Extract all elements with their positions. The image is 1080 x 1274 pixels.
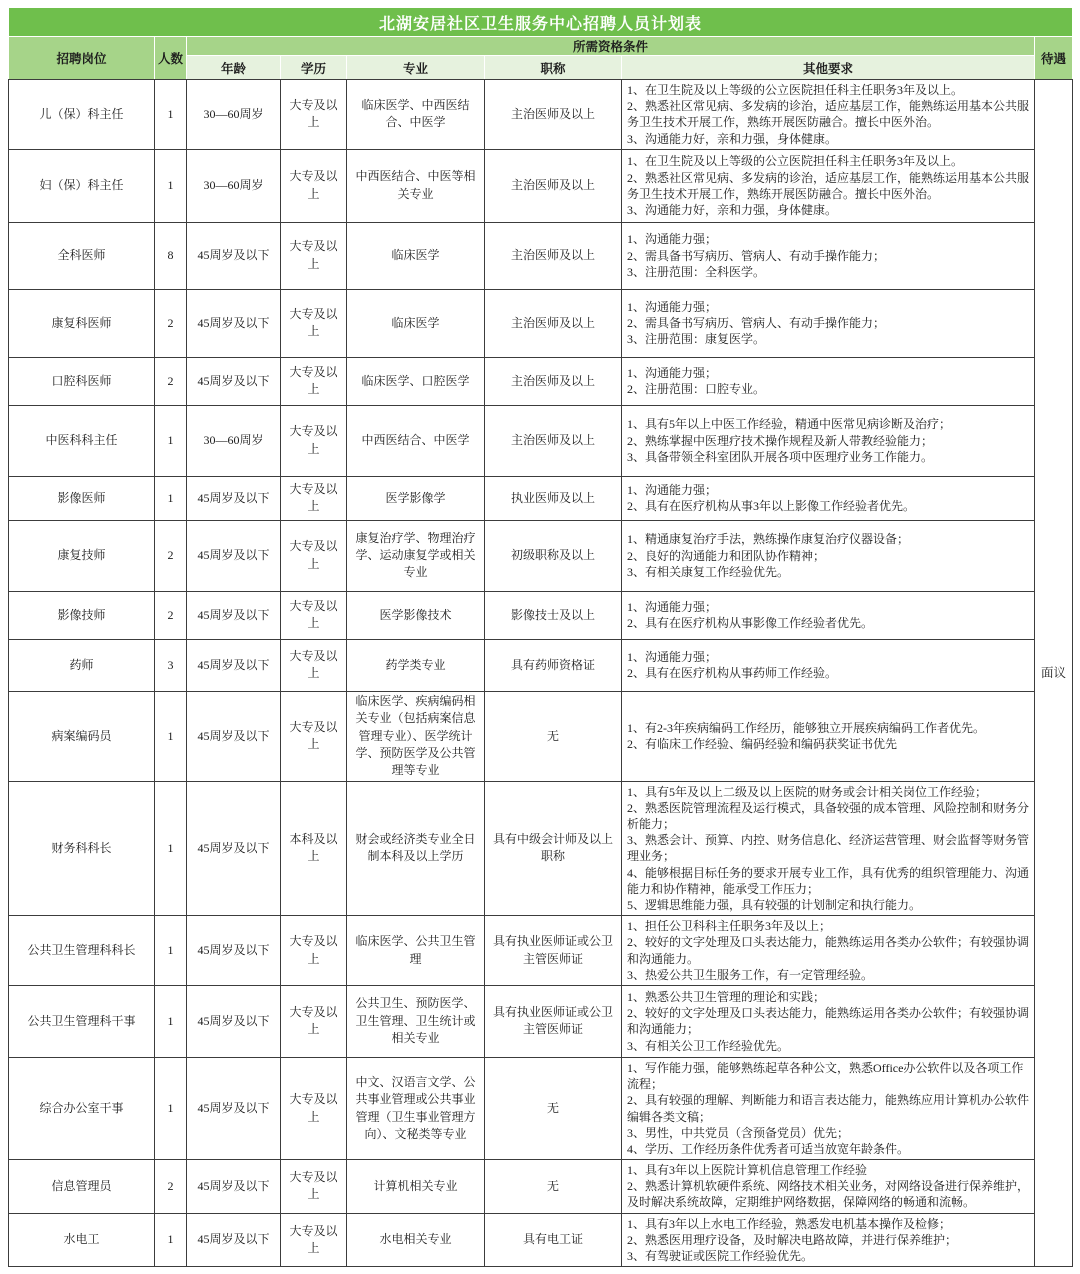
count-cell: 3: [155, 639, 187, 691]
requirement-item: 2、较好的文字处理及口头表达能力，能熟练运用各类办公软件；有较强协调和沟通能力。: [627, 935, 1030, 966]
job-title-cell: 具有执业医师证或公卫主管医师证: [485, 985, 622, 1057]
education-cell: 大专及以上: [281, 916, 347, 986]
major-cell: 计算机相关专业: [347, 1160, 485, 1214]
table-row: [9, 520, 1073, 591]
requirement-list: [627, 153, 1029, 218]
position-cell: 水电工: [9, 1213, 155, 1267]
table-title: 北湖安居社区卫生服务中心招聘人员计划表: [9, 8, 1073, 37]
table-row: [9, 591, 1073, 639]
requirement-item: 3、有驾驶证或医院工作经验优先。: [627, 1249, 814, 1264]
other-requirements-cell: [622, 1213, 1035, 1267]
requirement-item: 1、具有3年以上水电工作经验，熟悉发电机基本操作及检修；: [627, 1216, 952, 1231]
requirement-item: 2、熟练掌握中医理疗技术操作规程及新人带教经验能力；: [627, 433, 934, 448]
other-requirements-cell: [622, 691, 1035, 781]
job-title-cell: 主治医师及以上: [485, 80, 622, 150]
table-row: [9, 1160, 1073, 1214]
requirement-list: [627, 1162, 1029, 1211]
count-cell: 2: [155, 1160, 187, 1214]
requirement-list: [627, 482, 1029, 514]
requirement-list: [627, 599, 1029, 631]
other-requirements-cell: [622, 985, 1035, 1057]
table-body: [9, 80, 1073, 1267]
requirement-list: [627, 720, 1029, 752]
age-cell: 45周岁及以下: [187, 781, 281, 916]
column-header-age: 年龄: [187, 56, 281, 80]
age-cell: 45周岁及以下: [187, 1160, 281, 1214]
education-cell: 大专及以上: [281, 520, 347, 591]
requirement-item: 3、注册范围：康复医学。: [627, 332, 766, 347]
column-header-qualifications: 所需资格条件: [187, 37, 1035, 56]
age-cell: 45周岁及以下: [187, 639, 281, 691]
requirement-item: 2、具有在医疗机构从事影像工作经验者优先。: [627, 616, 874, 631]
position-cell: 全科医师: [9, 222, 155, 289]
education-cell: 大专及以上: [281, 1057, 347, 1159]
requirement-item: 1、具有5年及以上二级及以上医院的财务或会计相关岗位工作经验；: [627, 784, 988, 799]
education-cell: 大专及以上: [281, 80, 347, 150]
requirement-list: [627, 989, 1029, 1054]
count-cell: 1: [155, 80, 187, 150]
major-cell: 临床医学、口腔医学: [347, 357, 485, 405]
education-cell: 大专及以上: [281, 289, 347, 357]
job-title-cell: 主治医师及以上: [485, 289, 622, 357]
other-requirements-cell: [622, 1057, 1035, 1159]
requirement-list: [627, 82, 1029, 147]
other-requirements-cell: [622, 289, 1035, 357]
other-requirements-cell: [622, 357, 1035, 405]
requirement-item: 2、具有较强的理解、判断能力和语言表达能力，能熟练应用计算机办公软件编辑各类文稿；: [627, 1093, 1030, 1124]
education-cell: 大专及以上: [281, 639, 347, 691]
requirement-item: 3、具备带领全科室团队开展各项中医理疗业务工作能力。: [627, 449, 934, 464]
major-cell: 中西医结合、中医学: [347, 405, 485, 476]
position-cell: 病案编码员: [9, 691, 155, 781]
other-requirements-cell: [622, 476, 1035, 520]
column-header-treatment: 待遇: [1035, 37, 1073, 80]
count-cell: 2: [155, 591, 187, 639]
other-requirements-cell: [622, 222, 1035, 289]
requirement-item: 1、在卫生院及以上等级的公立医院担任科主任职务3年及以上。: [627, 83, 964, 97]
column-header-education: 学历: [281, 56, 347, 80]
position-cell: 信息管理员: [9, 1160, 155, 1214]
position-cell: 公共卫生管理科科长: [9, 916, 155, 986]
major-cell: 中文、汉语言文学、公共事业管理或公共事业管理（卫生事业管理方向）、文秘类等专业: [347, 1057, 485, 1159]
job-title-cell: 初级职称及以上: [485, 520, 622, 591]
count-cell: 1: [155, 476, 187, 520]
job-title-cell: 主治医师及以上: [485, 222, 622, 289]
table-row: [9, 289, 1073, 357]
requirement-item: 3、有相关康复工作经验优先。: [627, 564, 790, 579]
major-cell: 财会或经济类专业全日制本科及以上学历: [347, 781, 485, 916]
position-cell: 妇（保）科主任: [9, 149, 155, 222]
position-cell: 康复技师: [9, 520, 155, 591]
count-cell: 1: [155, 916, 187, 986]
requirement-list: [627, 1216, 1029, 1265]
table-row: [9, 1057, 1073, 1159]
table-row: [9, 781, 1073, 916]
position-cell: 儿（保）科主任: [9, 80, 155, 150]
job-title-cell: 无: [485, 1160, 622, 1214]
requirement-item: 1、精通康复治疗手法，熟练操作康复治疗仪器设备；: [627, 532, 910, 547]
table-row: [9, 916, 1073, 986]
requirement-list: [627, 784, 1029, 914]
job-title-cell: 影像技士及以上: [485, 591, 622, 639]
age-cell: 45周岁及以下: [187, 985, 281, 1057]
education-cell: 本科及以上: [281, 781, 347, 916]
requirement-item: 2、良好的沟通能力和团队协作精神；: [627, 548, 826, 563]
requirement-list: [627, 531, 1029, 580]
age-cell: 45周岁及以下: [187, 1213, 281, 1267]
job-title-cell: 具有电工证: [485, 1213, 622, 1267]
requirement-item: 2、熟悉社区常见病、多发病的诊治，适应基层工作，能熟练运用基本公共服务卫生技术开展工作，熟练开展医防融合。擅长中医外治。: [627, 170, 1030, 201]
education-cell: 大专及以上: [281, 222, 347, 289]
major-cell: 康复治疗学、物理治疗学、运动康复学或相关专业: [347, 520, 485, 591]
education-cell: 大专及以上: [281, 1160, 347, 1214]
requirement-item: 2、较好的文字处理及口头表达能力，能熟练运用各类办公软件；有较强协调和沟通能力；: [627, 1006, 1030, 1037]
table-row: [9, 691, 1073, 781]
other-requirements-cell: [622, 149, 1035, 222]
other-requirements-cell: [622, 781, 1035, 916]
table-header: [9, 8, 1073, 80]
requirement-item: 3、沟通能力好，亲和力强，身体健康。: [627, 202, 838, 217]
age-cell: 30—60周岁: [187, 149, 281, 222]
major-cell: 临床医学、公共卫生管理: [347, 916, 485, 986]
count-cell: 1: [155, 405, 187, 476]
requirement-item: 5、逻辑思维能力强，具有较强的计划制定和执行能力。: [627, 898, 922, 913]
job-title-cell: 具有执业医师证或公卫主管医师证: [485, 916, 622, 986]
table-row: [9, 149, 1073, 222]
position-cell: 影像医师: [9, 476, 155, 520]
major-cell: 中西医结合、中医等相关专业: [347, 149, 485, 222]
requirement-item: 4、能够根据目标任务的要求开展专业工作，具有优秀的组织管理能力、沟通能力和协作精神，能承受工作压力；: [627, 865, 1030, 896]
education-cell: 大专及以上: [281, 357, 347, 405]
requirement-item: 2、熟悉医用理疗设备，及时解决电路故障，并进行保养维护；: [627, 1232, 958, 1247]
requirement-item: 3、有相关公卫工作经验优先。: [627, 1038, 790, 1053]
requirement-list: [627, 299, 1029, 348]
job-title-cell: 无: [485, 1057, 622, 1159]
column-header-count: 人数: [155, 37, 187, 80]
column-header-major: 专业: [347, 56, 485, 80]
position-cell: 公共卫生管理科干事: [9, 985, 155, 1057]
table-row: [9, 639, 1073, 691]
requirement-item: 2、具有在医疗机构从事药师工作经验。: [627, 666, 838, 681]
age-cell: 45周岁及以下: [187, 591, 281, 639]
position-cell: 影像技师: [9, 591, 155, 639]
column-header-other: 其他要求: [622, 56, 1035, 80]
requirement-item: 3、热爱公共卫生服务工作，有一定管理经验。: [627, 967, 874, 982]
requirement-item: 1、沟通能力强；: [627, 650, 718, 665]
education-cell: 大专及以上: [281, 691, 347, 781]
major-cell: 临床医学: [347, 222, 485, 289]
other-requirements-cell: [622, 405, 1035, 476]
count-cell: 1: [155, 691, 187, 781]
requirement-item: 1、沟通能力强；: [627, 366, 718, 381]
education-cell: 大专及以上: [281, 591, 347, 639]
requirement-item: 1、写作能力强，能够熟练起草各种公文，熟悉Office办公软件以及各项工作流程；: [627, 1060, 1024, 1092]
job-title-cell: 具有中级会计师及以上职称: [485, 781, 622, 916]
age-cell: 45周岁及以下: [187, 691, 281, 781]
count-cell: 1: [155, 1213, 187, 1267]
requirement-item: 2、熟悉社区常见病、多发病的诊治，适应基层工作，能熟练运用基本公共服务卫生技术开展工作，熟练开展医防融合。擅长中医外治。: [627, 99, 1030, 130]
requirement-item: 2、具有在医疗机构从事3年以上影像工作经验者优先。: [627, 499, 916, 514]
column-header-position: 招聘岗位: [9, 37, 155, 80]
count-cell: 2: [155, 520, 187, 591]
job-title-cell: 无: [485, 691, 622, 781]
age-cell: 30—60周岁: [187, 405, 281, 476]
requirement-item: 1、沟通能力强；: [627, 232, 718, 247]
job-title-cell: 主治医师及以上: [485, 405, 622, 476]
treatment-cell: 面议: [1035, 80, 1073, 1267]
position-cell: 康复科医师: [9, 289, 155, 357]
count-cell: 1: [155, 781, 187, 916]
requirement-item: 1、沟通能力强；: [627, 600, 718, 615]
count-cell: 2: [155, 357, 187, 405]
requirement-item: 3、沟通能力好，亲和力强，身体健康。: [627, 131, 838, 146]
major-cell: 水电相关专业: [347, 1213, 485, 1267]
major-cell: 公共卫生、预防医学、卫生管理、卫生统计或相关专业: [347, 985, 485, 1057]
count-cell: 1: [155, 985, 187, 1057]
table-row: [9, 476, 1073, 520]
other-requirements-cell: [622, 1160, 1035, 1214]
requirement-item: 1、熟悉公共卫生管理的理论和实践；: [627, 990, 826, 1005]
table-row: [9, 357, 1073, 405]
column-header-job-title: 职称: [485, 56, 622, 80]
requirement-item: 4、学历、工作经历条件优秀者可适当放宽年龄条件。: [627, 1141, 910, 1156]
requirement-list: [627, 649, 1029, 681]
table-row: [9, 1213, 1073, 1267]
age-cell: 30—60周岁: [187, 80, 281, 150]
age-cell: 45周岁及以下: [187, 222, 281, 289]
other-requirements-cell: [622, 639, 1035, 691]
requirement-list: [627, 918, 1029, 983]
requirement-item: 1、具有3年以上医院计算机信息管理工作经验: [627, 1163, 868, 1178]
requirement-item: 1、具有5年以上中医工作经验，精通中医常见病诊断及治疗；: [627, 417, 952, 432]
requirement-list: [627, 231, 1029, 280]
position-cell: 综合办公室干事: [9, 1057, 155, 1159]
major-cell: 临床医学、中西医结合、中医学: [347, 80, 485, 150]
job-title-cell: 具有药师资格证: [485, 639, 622, 691]
education-cell: 大专及以上: [281, 149, 347, 222]
requirement-item: 2、熟悉计算机软硬件系统、网络技术相关业务，对网络设备进行保养维护，及时解决系统故障，定期维护网络数据，保障网络的畅通和流畅。: [627, 1179, 1030, 1210]
requirement-item: 2、熟悉医院管理流程及运行模式，具备较强的成本管理、风险控制和财务分析能力；: [627, 800, 1030, 832]
education-cell: 大专及以上: [281, 405, 347, 476]
education-cell: 大专及以上: [281, 476, 347, 520]
education-cell: 大专及以上: [281, 1213, 347, 1267]
table-row: [9, 405, 1073, 476]
other-requirements-cell: [622, 520, 1035, 591]
requirement-list: [627, 365, 1029, 397]
education-cell: 大专及以上: [281, 985, 347, 1057]
age-cell: 45周岁及以下: [187, 476, 281, 520]
requirement-item: 1、有2-3年疾病编码工作经历，能够独立开展疾病编码工作者优先。: [627, 721, 985, 736]
requirement-item: 2、需具备书写病历、管病人、有动手操作能力；: [627, 248, 886, 263]
job-title-cell: 执业医师及以上: [485, 476, 622, 520]
major-cell: 医学影像学: [347, 476, 485, 520]
recruitment-plan-table: [8, 7, 1073, 1267]
other-requirements-cell: [622, 80, 1035, 150]
other-requirements-cell: [622, 916, 1035, 986]
requirement-item: 3、注册范围：全科医学。: [627, 264, 766, 279]
position-cell: 中医科科主任: [9, 405, 155, 476]
requirement-item: 3、男性，中共党员（含预备党员）优先；: [627, 1125, 850, 1140]
age-cell: 45周岁及以下: [187, 520, 281, 591]
count-cell: 2: [155, 289, 187, 357]
requirement-item: 1、在卫生院及以上等级的公立医院担任科主任职务3年及以上。: [627, 154, 964, 169]
requirement-item: 1、沟通能力强；: [627, 483, 718, 498]
job-title-cell: 主治医师及以上: [485, 357, 622, 405]
age-cell: 45周岁及以下: [187, 916, 281, 986]
requirement-item: 3、熟悉会计、预算、内控、财务信息化、经济运营管理、财会监督等财务管理业务；: [627, 833, 1030, 864]
position-cell: 财务科科长: [9, 781, 155, 916]
count-cell: 1: [155, 149, 187, 222]
count-cell: 8: [155, 222, 187, 289]
major-cell: 医学影像技术: [347, 591, 485, 639]
major-cell: 临床医学: [347, 289, 485, 357]
table-row: [9, 222, 1073, 289]
position-cell: 口腔科医师: [9, 357, 155, 405]
table-row: [9, 80, 1073, 150]
major-cell: 临床医学、疾病编码相关专业（包括病案信息管理专业）、医学统计学、预防医学及公共管理等专业: [347, 691, 485, 781]
requirement-item: 1、担任公卫科科主任职务3年及以上；: [627, 919, 832, 934]
table-row: [9, 985, 1073, 1057]
requirement-item: 1、沟通能力强；: [627, 299, 718, 314]
requirement-item: 2、需具备书写病历、管病人、有动手操作能力；: [627, 316, 886, 331]
age-cell: 45周岁及以下: [187, 289, 281, 357]
position-cell: 药师: [9, 639, 155, 691]
requirement-item: 2、有临床工作经验、编码经验和编码获奖证书优先: [627, 737, 898, 752]
major-cell: 药学类专业: [347, 639, 485, 691]
job-title-cell: 主治医师及以上: [485, 149, 622, 222]
requirement-list: [627, 1060, 1029, 1157]
requirement-item: 2、注册范围：口腔专业。: [627, 382, 766, 397]
requirement-list: [627, 416, 1029, 465]
age-cell: 45周岁及以下: [187, 357, 281, 405]
other-requirements-cell: [622, 591, 1035, 639]
age-cell: 45周岁及以下: [187, 1057, 281, 1159]
count-cell: 1: [155, 1057, 187, 1159]
